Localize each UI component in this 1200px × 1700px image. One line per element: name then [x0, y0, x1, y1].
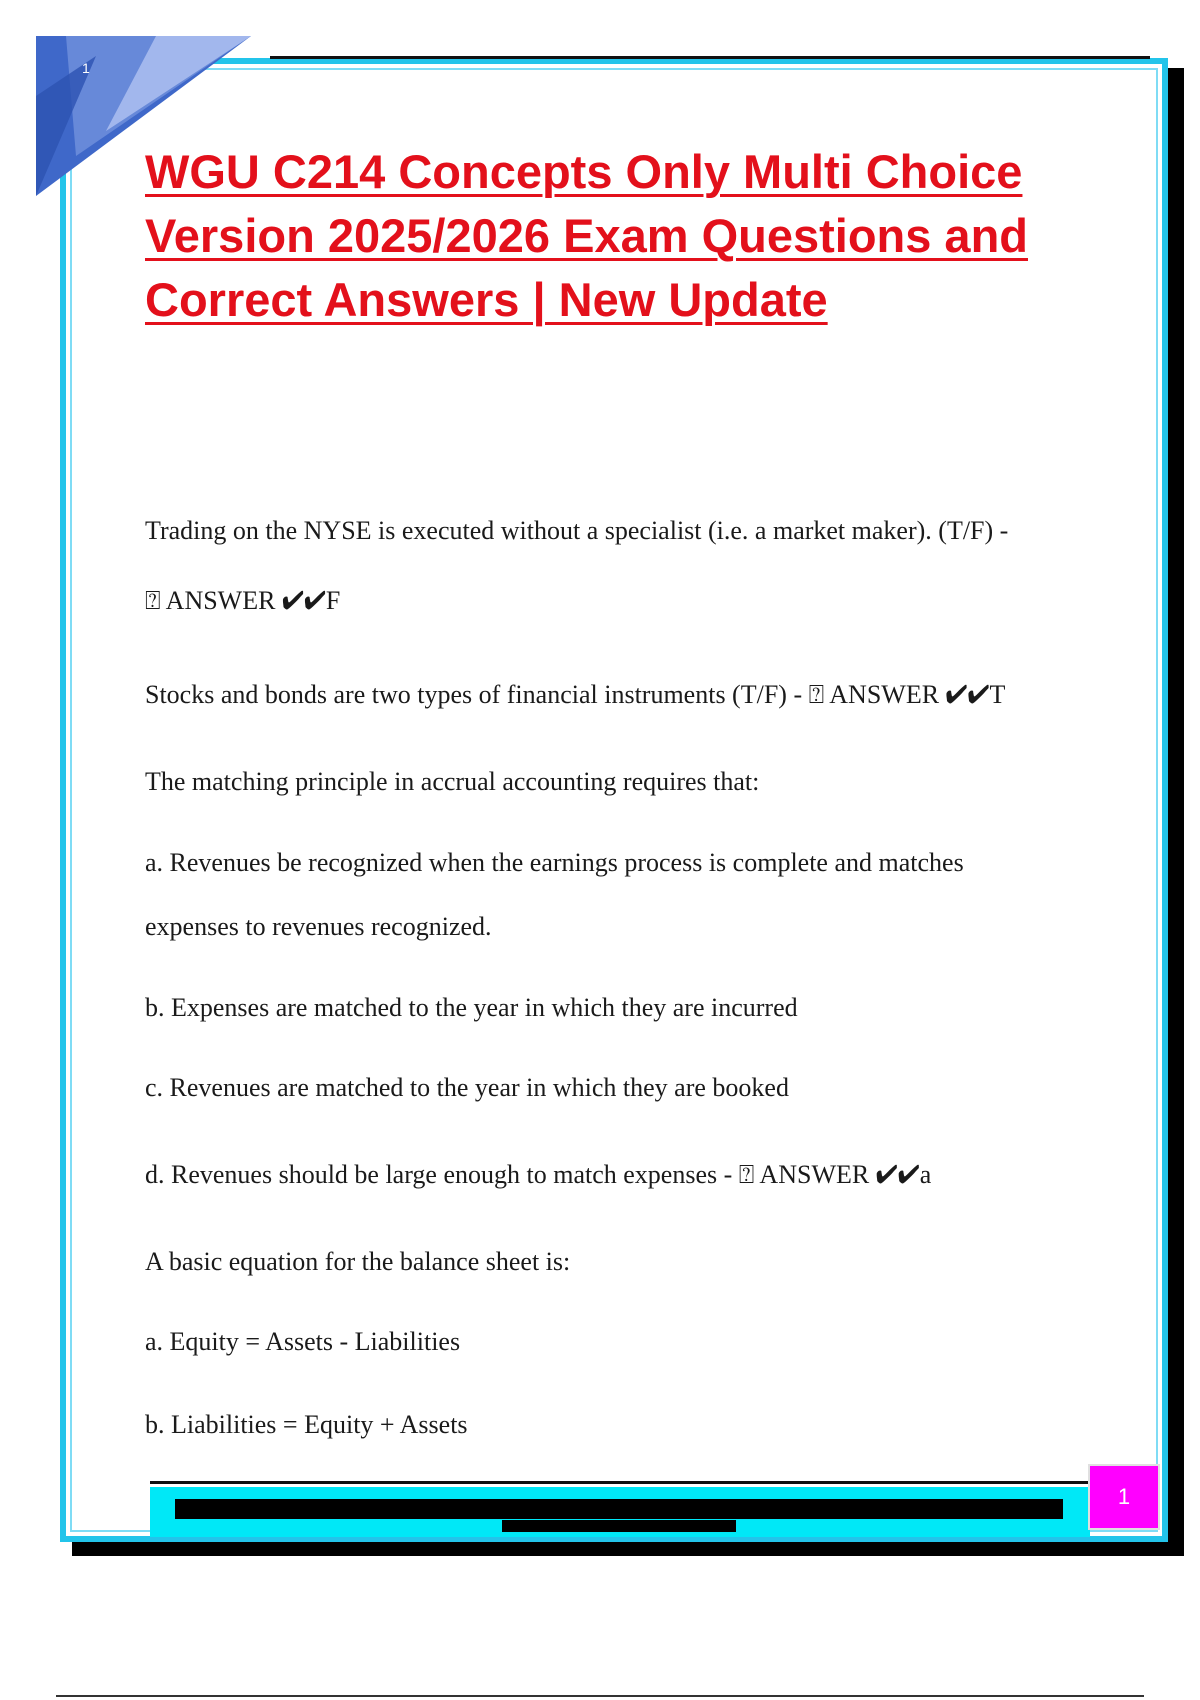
- footer-bar: [175, 1499, 1063, 1519]
- question-line: The matching principle in accrual accounting requires that:: [145, 767, 760, 796]
- option-line: a. Revenues be recognized when the earnings process is complete and matches: [145, 848, 964, 877]
- option-line: c. Revenues are matched to the year in which they are booked: [145, 1073, 789, 1102]
- page-bottom-rule: [56, 1695, 1144, 1697]
- option-line: b. Expenses are matched to the year in which they are incurred: [145, 993, 798, 1022]
- document-title: WGU C214 Concepts Only Multi Choice Version 2025/2026 Exam Questions and Correct Answers | New Update: [145, 145, 1028, 326]
- question-line: Trading on the NYSE is executed without a specialist (i.e. a market maker). (T/F) -: [145, 516, 1009, 545]
- option-line: a. Equity = Assets - Liabilities: [145, 1327, 461, 1356]
- top-rule: [270, 56, 1150, 59]
- question-line: A basic equation for the balance sheet is:: [145, 1247, 571, 1276]
- option-line: b. Liabilities = Equity + Assets: [145, 1410, 468, 1439]
- footer-small-bar: [502, 1520, 736, 1532]
- answer-line: ⍰ ANSWER ✔✔F: [145, 586, 341, 615]
- option-line: expenses to revenues recognized.: [145, 912, 492, 941]
- corner-page-number: 1: [82, 60, 90, 76]
- page-number-badge: 1: [1088, 1464, 1160, 1530]
- option-line: d. Revenues should be large enough to match expenses - ⍰ ANSWER ✔✔a: [145, 1160, 932, 1189]
- footer-rule: [150, 1481, 1090, 1484]
- question-line: Stocks and bonds are two types of financial instruments (T/F) - ⍰ ANSWER ✔✔T: [145, 680, 1006, 709]
